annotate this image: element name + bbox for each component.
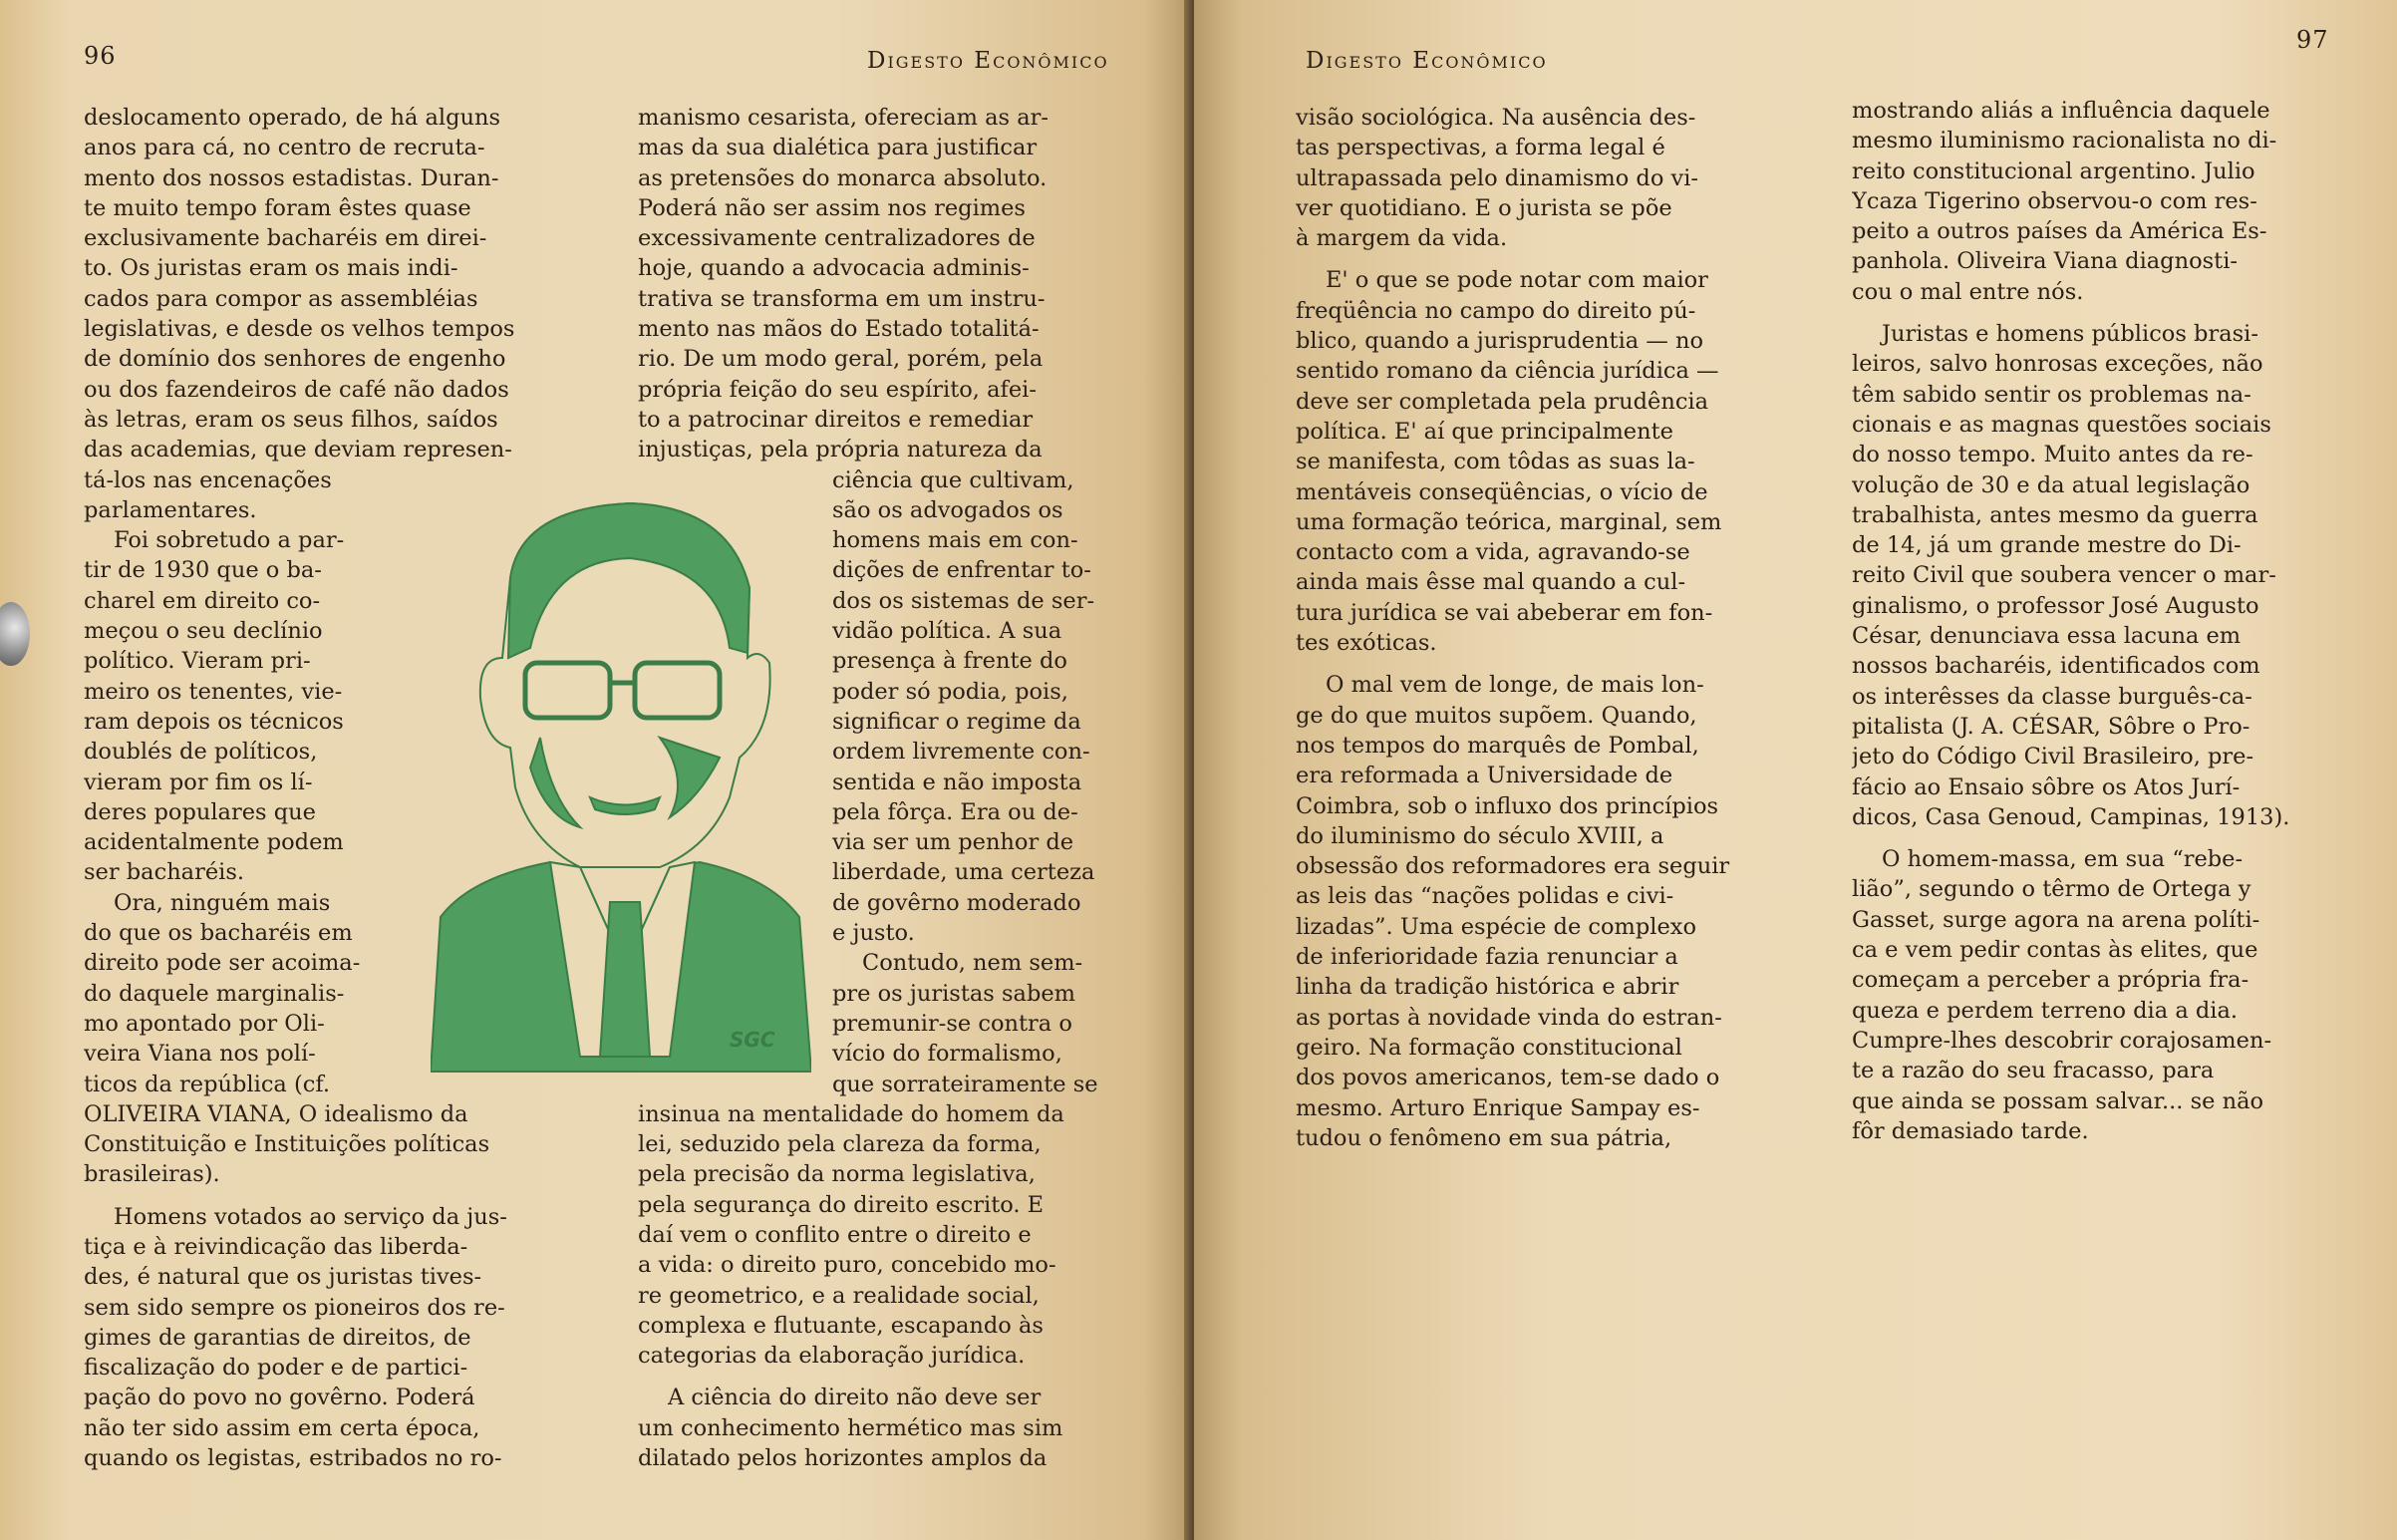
text-line: Poderá não ser assim nos regimes xyxy=(638,194,1026,221)
text-line: ainda mais êsse mal quando a cul- xyxy=(1296,569,1686,596)
text-line: se manifesta, com tôdas as suas la- xyxy=(1296,449,1695,475)
text-line: reito Civil que soubera vencer o mar- xyxy=(1852,562,2276,589)
text-line: cionais e as magnas questões sociais xyxy=(1852,411,2271,438)
text-line: cados para compor as assembléias xyxy=(84,285,478,312)
text-line: uma formação teórica, marginal, sem xyxy=(1296,508,1722,535)
text-line: volução de 30 e da atual legislação xyxy=(1852,471,2250,498)
text-line: vidão política. A sua xyxy=(832,618,1062,645)
text-line: exclusivamente bacharéis em direi- xyxy=(84,225,487,252)
left-page xyxy=(0,0,1191,1540)
text-line: lizadas”. Uma espécie de complexo xyxy=(1296,913,1697,940)
text-line: mo apontado por Oli- xyxy=(84,1010,325,1037)
text-line: ser bacharéis. xyxy=(84,859,245,886)
text-line: Constituição e Instituições políticas xyxy=(84,1131,490,1158)
text-line: significar o regime da xyxy=(832,708,1081,735)
text-line: queza e perdem terreno dia a dia. xyxy=(1852,997,2239,1024)
text-line: a vida: o direito puro, concebido mo- xyxy=(638,1252,1056,1279)
text-line: cou o mal entre nós. xyxy=(1852,278,2084,305)
text-line: mesmo. Arturo Enrique Sampay es- xyxy=(1296,1094,1700,1121)
text-line: poder só podia, pois, xyxy=(832,678,1068,705)
text-line: própria feição do seu espírito, afei- xyxy=(638,376,1037,403)
text-line: Cumpre-lhes descobrir corajosamen- xyxy=(1852,1027,2272,1054)
text-line: mostrando aliás a influência daquele xyxy=(1852,98,2270,124)
text-line: de domínio dos senhores de engenho xyxy=(84,346,506,373)
text-line: quando os legistas, estribados no ro- xyxy=(84,1445,502,1472)
text-line: geiro. Na formação constitucional xyxy=(1296,1034,1682,1061)
text-line: as leis das “nações polidas e civi- xyxy=(1296,883,1674,910)
text-line: começam a perceber a própria fra- xyxy=(1852,967,2249,994)
text-line: direito pode ser acoima- xyxy=(84,950,361,977)
text-column-right-1 xyxy=(1296,103,1804,1153)
text-line: ordem livremente con- xyxy=(832,739,1090,766)
text-line: Foi sobretudo a par- xyxy=(114,527,345,554)
text-line: sentida e não imposta xyxy=(832,769,1082,795)
text-line: mento nas mãos do Estado totalitá- xyxy=(638,316,1040,343)
text-line: tura jurídica se vai abeberar em fon- xyxy=(1296,599,1713,626)
text-line: trabalhista, antes mesmo da guerra xyxy=(1852,501,2258,528)
text-line: freqüência no campo do direito pú- xyxy=(1296,297,1696,324)
text-line: ticos da república (cf. xyxy=(84,1071,331,1097)
text-line: são os advogados os xyxy=(832,496,1063,523)
text-line: de govêrno moderado xyxy=(832,889,1081,916)
text-line: leiros, salvo honrosas exceções, não xyxy=(1852,351,2263,378)
text-line: linha da tradição histórica e abrir xyxy=(1296,974,1679,1001)
text-line: fiscalização do poder e de partici- xyxy=(84,1355,468,1382)
text-line: insinua na mentalidade do homem da xyxy=(638,1100,1064,1127)
text-line: trativa se transforma em um instru- xyxy=(638,285,1046,312)
text-line: pela fôrça. Era ou de- xyxy=(832,798,1078,825)
text-line: veira Viana nos polí- xyxy=(84,1041,316,1068)
text-line: mas da sua dialética para justificar xyxy=(638,135,1038,161)
text-line: ciência que cultivam, xyxy=(832,466,1074,493)
text-line: tá-los nas encenações xyxy=(84,466,332,493)
text-line: ou dos fazendeiros de café não dados xyxy=(84,376,509,403)
text-line: meiro os tenentes, vie- xyxy=(84,678,343,705)
text-line: não ter sido assim em certa época, xyxy=(84,1414,480,1441)
text-line: tas perspectivas, a forma legal é xyxy=(1296,135,1665,161)
text-line: via ser um penhor de xyxy=(832,829,1074,856)
text-line: do iluminismo do século XVIII, a xyxy=(1296,822,1664,849)
text-line: legislativas, e desde os velhos tempos xyxy=(84,316,515,343)
text-line: Juristas e homens públicos brasi- xyxy=(1882,321,2258,348)
text-line: A ciência do direito não deve ser xyxy=(668,1385,1042,1411)
text-line: hoje, quando a advocacia adminis- xyxy=(638,255,1030,282)
text-line: dos povos americanos, tem-se dado o xyxy=(1296,1065,1720,1091)
text-line: lião”, segundo o têrmo de Ortega y xyxy=(1852,876,2251,903)
portrait-illustration xyxy=(431,498,811,1081)
text-line: jeto do Código Civil Brasileiro, pre- xyxy=(1852,744,2254,770)
text-line: acidentalmente podem xyxy=(84,829,344,856)
text-line: obsessão dos reformadores era seguir xyxy=(1296,853,1730,880)
text-line: deve ser completada pela prudência xyxy=(1296,388,1709,415)
text-line: reito constitucional argentino. Julio xyxy=(1852,157,2255,184)
text-line: OLIVEIRA VIANA, O idealismo da xyxy=(84,1100,468,1127)
text-line: César, denunciava essa lacuna em xyxy=(1852,623,2242,650)
text-line: Contudo, nem sem- xyxy=(862,950,1083,977)
text-column-right-2 xyxy=(1852,96,2350,1146)
text-line: homens mais em con- xyxy=(832,527,1078,554)
text-line: pela segurança do direito escrito. E xyxy=(638,1191,1045,1218)
text-line: pre os juristas sabem xyxy=(832,980,1076,1007)
text-line: doublés de políticos, xyxy=(84,739,318,766)
text-line: daí vem o conflito entre o direito e xyxy=(638,1221,1032,1248)
text-line: to a patrocinar direitos e remediar xyxy=(638,406,1034,433)
text-line: presença à frente do xyxy=(832,648,1067,675)
text-line: mento dos nossos estadistas. Duran- xyxy=(84,164,499,191)
text-line: do que os bacharéis em xyxy=(84,920,353,947)
text-line: parlamentares. xyxy=(84,496,257,523)
text-line: as portas à novidade vinda do estran- xyxy=(1296,1004,1722,1031)
text-line: excessivamente centralizadores de xyxy=(638,225,1036,252)
text-line: Ora, ninguém mais xyxy=(114,889,331,916)
running-head: Digesto Econômico xyxy=(867,48,1109,74)
text-line: des, é natural que os juristas tives- xyxy=(84,1264,482,1291)
text-line: político. Vieram pri- xyxy=(84,648,311,675)
text-line: anos para cá, no centro de recruta- xyxy=(84,135,485,161)
text-line: premunir-se contra o xyxy=(832,1010,1072,1037)
text-line: E' o que se pode notar com maior xyxy=(1326,267,1708,294)
text-line: que sorrateiramente se xyxy=(832,1071,1098,1097)
text-line: as pretensões do monarca absoluto. xyxy=(638,164,1048,191)
text-line: O homem-massa, em sua “rebe- xyxy=(1882,846,2244,873)
text-line: visão sociológica. Na ausência des- xyxy=(1296,105,1696,131)
text-line: ultrapassada pelo dinamismo do vi- xyxy=(1296,164,1699,191)
text-line: de inferioridade fazia renunciar a xyxy=(1296,944,1678,971)
text-line: tes exóticas. xyxy=(1296,630,1437,657)
text-line: peito a outros países da América Es- xyxy=(1852,218,2267,245)
text-line: meçou o seu declínio xyxy=(84,618,323,645)
running-head: Digesto Econômico xyxy=(1306,48,1548,74)
text-line: tiça e à reivindicação das liberda- xyxy=(84,1233,468,1260)
text-line: ca e vem pedir contas às elites, que xyxy=(1852,937,2258,964)
text-line: to. Os juristas eram os mais indi- xyxy=(84,255,458,282)
text-line: gimes de garantias de direitos, de xyxy=(84,1324,471,1351)
text-line: blico, quando a jurisprudentia — no xyxy=(1296,328,1704,355)
text-line: mesmo iluminismo racionalista no di- xyxy=(1852,128,2277,154)
text-line: sem sido sempre os pioneiros dos re- xyxy=(84,1294,505,1321)
text-line: re geometrico, e a realidade social, xyxy=(638,1282,1040,1309)
portrait-signature: SGC xyxy=(730,1028,775,1052)
text-line: contacto com a vida, agravando-se xyxy=(1296,539,1690,566)
text-line: charel em direito co- xyxy=(84,587,321,614)
text-line: tudou o fenômeno em sua pátria, xyxy=(1296,1124,1672,1151)
text-line: sentido romano da ciência jurídica — xyxy=(1296,358,1719,385)
text-line: Homens votados ao serviço da jus- xyxy=(114,1203,507,1230)
text-line: te a razão do seu fracasso, para xyxy=(1852,1058,2215,1084)
text-line: às letras, eram os seus filhos, saídos xyxy=(84,406,498,433)
text-line: vieram por fim os lí- xyxy=(84,769,313,795)
text-line: política. E' aí que principalmente xyxy=(1296,418,1673,445)
page-number: 97 xyxy=(2296,26,2329,54)
text-line: deres populares que xyxy=(84,798,316,825)
text-line: nossos bacharéis, identificados com xyxy=(1852,653,2260,680)
text-line: panhola. Oliveira Viana diagnosti- xyxy=(1852,248,2239,275)
text-line: deslocamento operado, de há alguns xyxy=(84,105,501,131)
text-line: do nosso tempo. Muito antes da re- xyxy=(1852,442,2253,468)
metal-clip xyxy=(0,602,30,666)
text-line: nos tempos do marquês de Pombal, xyxy=(1296,732,1699,759)
text-line: brasileiras). xyxy=(84,1161,220,1188)
text-line: te muito tempo foram êstes quase xyxy=(84,194,471,221)
text-line: injustiças, pela própria natureza da xyxy=(638,437,1043,463)
text-line: categorias da elaboração jurídica. xyxy=(638,1343,1026,1370)
text-line: manismo cesarista, ofereciam as ar- xyxy=(638,105,1049,131)
text-line: lei, seduzido pela clareza da forma, xyxy=(638,1131,1042,1158)
text-line: têm sabido sentir os problemas na- xyxy=(1852,381,2251,408)
text-line: vício do formalismo, xyxy=(832,1041,1062,1068)
text-line: pitalista (J. A. CÉSAR, Sôbre o Pro- xyxy=(1852,713,2250,740)
text-line: ver quotidiano. E o jurista se põe xyxy=(1296,194,1672,221)
text-line: fácio ao Ensaio sôbre os Atos Jurí- xyxy=(1852,773,2241,800)
text-line: ram depois os técnicos xyxy=(84,708,344,735)
page-number: 96 xyxy=(84,42,117,70)
right-page xyxy=(1194,0,2397,1540)
text-line: de 14, já um grande mestre do Di- xyxy=(1852,532,2242,559)
text-line: pela precisão da norma legislativa, xyxy=(638,1161,1036,1188)
text-line: que ainda se possam salvar... se não xyxy=(1852,1087,2264,1114)
text-line: dilatado pelos horizontes amplos da xyxy=(638,1445,1048,1472)
text-line: um conhecimento hermético mas sim xyxy=(638,1414,1063,1441)
text-line: e justo. xyxy=(832,920,915,947)
text-line: Coimbra, sob o influxo dos princípios xyxy=(1296,792,1719,819)
text-line: os interêsses da classe burguês-ca- xyxy=(1852,683,2252,710)
text-line: das academias, que deviam represen- xyxy=(84,437,512,463)
text-line: liberdade, uma certeza xyxy=(832,859,1095,886)
text-line: dições de enfrentar to- xyxy=(832,557,1091,584)
text-line: rio. De um modo geral, porém, pela xyxy=(638,346,1044,373)
text-line: ge do que muitos supõem. Quando, xyxy=(1296,702,1697,729)
text-line: Ycaza Tigerino observou-o com res- xyxy=(1852,187,2257,214)
text-line: à margem da vida. xyxy=(1296,225,1508,252)
text-line: O mal vem de longe, de mais lon- xyxy=(1326,672,1704,699)
text-line: era reformada a Universidade de xyxy=(1296,763,1673,789)
text-line: dos os sistemas de ser- xyxy=(832,587,1095,614)
text-line: complexa e flutuante, escapando às xyxy=(638,1312,1044,1339)
text-line: fôr demasiado tarde. xyxy=(1852,1117,2089,1144)
text-line: pação do povo no govêrno. Poderá xyxy=(84,1385,475,1411)
text-line: tir de 1930 que o ba- xyxy=(84,557,322,584)
text-line: Gasset, surge agora na arena políti- xyxy=(1852,906,2260,933)
text-line: mentáveis conseqüências, o vício de xyxy=(1296,478,1708,505)
text-line: ginalismo, o professor José Augusto xyxy=(1852,592,2259,619)
text-line: do daquele marginalis- xyxy=(84,980,345,1007)
text-line: dicos, Casa Genoud, Campinas, 1913). xyxy=(1852,803,2290,830)
